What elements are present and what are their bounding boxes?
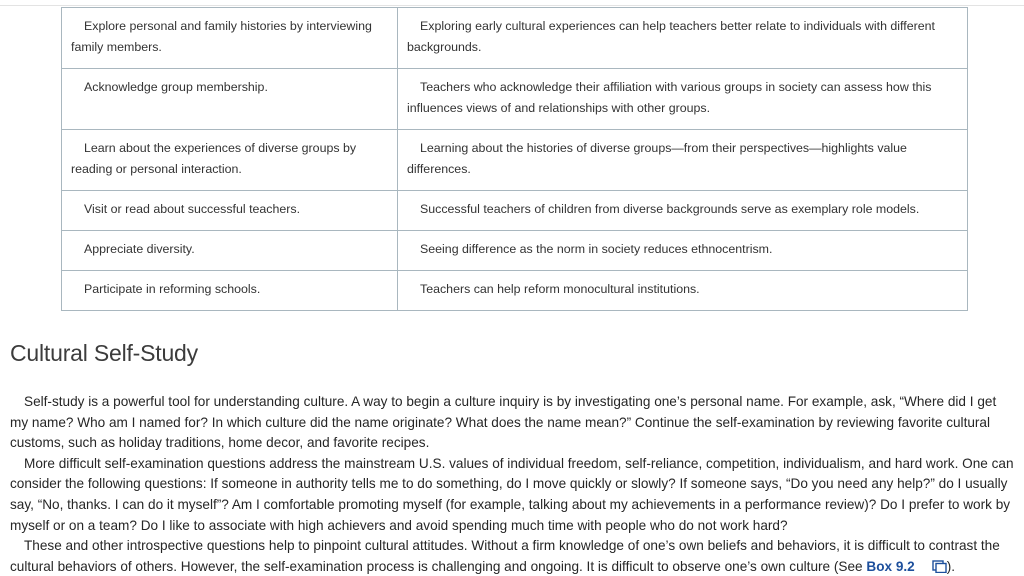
- paragraph: More difficult self-examination questions address the mainstream U.S. values of individual freedom, self-reliance, competition, individualism, and hard work. One can consider the following questions: If someone in authority tells me to do something, do I move quickly or slowly? If someone says, “Do you need any help?” do I usually say, “No, thanks. I can do it myself”? Am I comfortable promoting myself (for example, talking about my achievements in a performance review)? Do I prefer to work by myself or on a team? Do I like to associate with high achievers and avoid spending much time with people who do not work hard?: [10, 455, 1014, 533]
- strategy-cell: Explore personal and family histories by interviewing family members.: [62, 8, 398, 69]
- popup-window-icon: [918, 559, 947, 576]
- rationale-cell: Successful teachers of children from diverse backgrounds serve as exemplary role models.: [398, 191, 968, 231]
- strategy-cell: Visit or read about successful teachers.: [62, 191, 398, 231]
- table-row: [62, 130, 968, 191]
- strategy-cell: Acknowledge group membership.: [62, 69, 398, 130]
- rationale-cell: Exploring early cultural experiences can help teachers better relate to individuals with different backgrounds.: [398, 8, 968, 69]
- section-body: [10, 392, 1014, 576]
- section-heading: Cultural Self-Study: [10, 340, 198, 366]
- box-9-2-link[interactable]: [866, 559, 946, 574]
- paragraph: Self-study is a powerful tool for understanding culture. A way to begin a culture inquiry is by investigating one’s personal name. For example, ask, “Where did I get my name? Who am I named for? In which culture did the name originate? What does the name mean?” Continue the self-examination by reviewing favorite cultural customs, such as holiday traditions, home decor, and favorite recipes.: [10, 394, 997, 451]
- table-row: [62, 271, 968, 311]
- strategy-cell: Participate in reforming schools.: [62, 271, 398, 311]
- top-divider: [0, 0, 1024, 6]
- table-row: [62, 191, 968, 231]
- strategy-cell: Learn about the experiences of diverse groups by reading or personal interaction.: [62, 130, 398, 191]
- table-row: [62, 8, 968, 69]
- table-row: [62, 69, 968, 130]
- table-row: [62, 231, 968, 271]
- rationale-cell: Learning about the histories of diverse groups—from their perspectives—highlights value differences.: [398, 130, 968, 191]
- paragraph: [10, 536, 1014, 576]
- strategy-table: [61, 7, 968, 311]
- box-link-label: Box 9.2: [866, 558, 915, 574]
- strategy-cell: Appreciate diversity.: [62, 231, 398, 271]
- paragraph-text: These and other introspective questions help to pinpoint cultural attitudes. Without a firm knowledge of one’s own beliefs and behaviors, it is difficult to contrast the cultural behaviors of others. However, the self-examination process is challenging and ongoing. It is difficult to observe one’s own culture (See: [10, 538, 1000, 574]
- rationale-cell: Teachers can help reform monocultural institutions.: [398, 271, 968, 311]
- rationale-cell: Teachers who acknowledge their affiliation with various groups in society can assess how this influences views of and relationships with other groups.: [398, 69, 968, 130]
- paragraph-text-end: ).: [946, 558, 956, 574]
- rationale-cell: Seeing difference as the norm in society reduces ethnocentrism.: [398, 231, 968, 271]
